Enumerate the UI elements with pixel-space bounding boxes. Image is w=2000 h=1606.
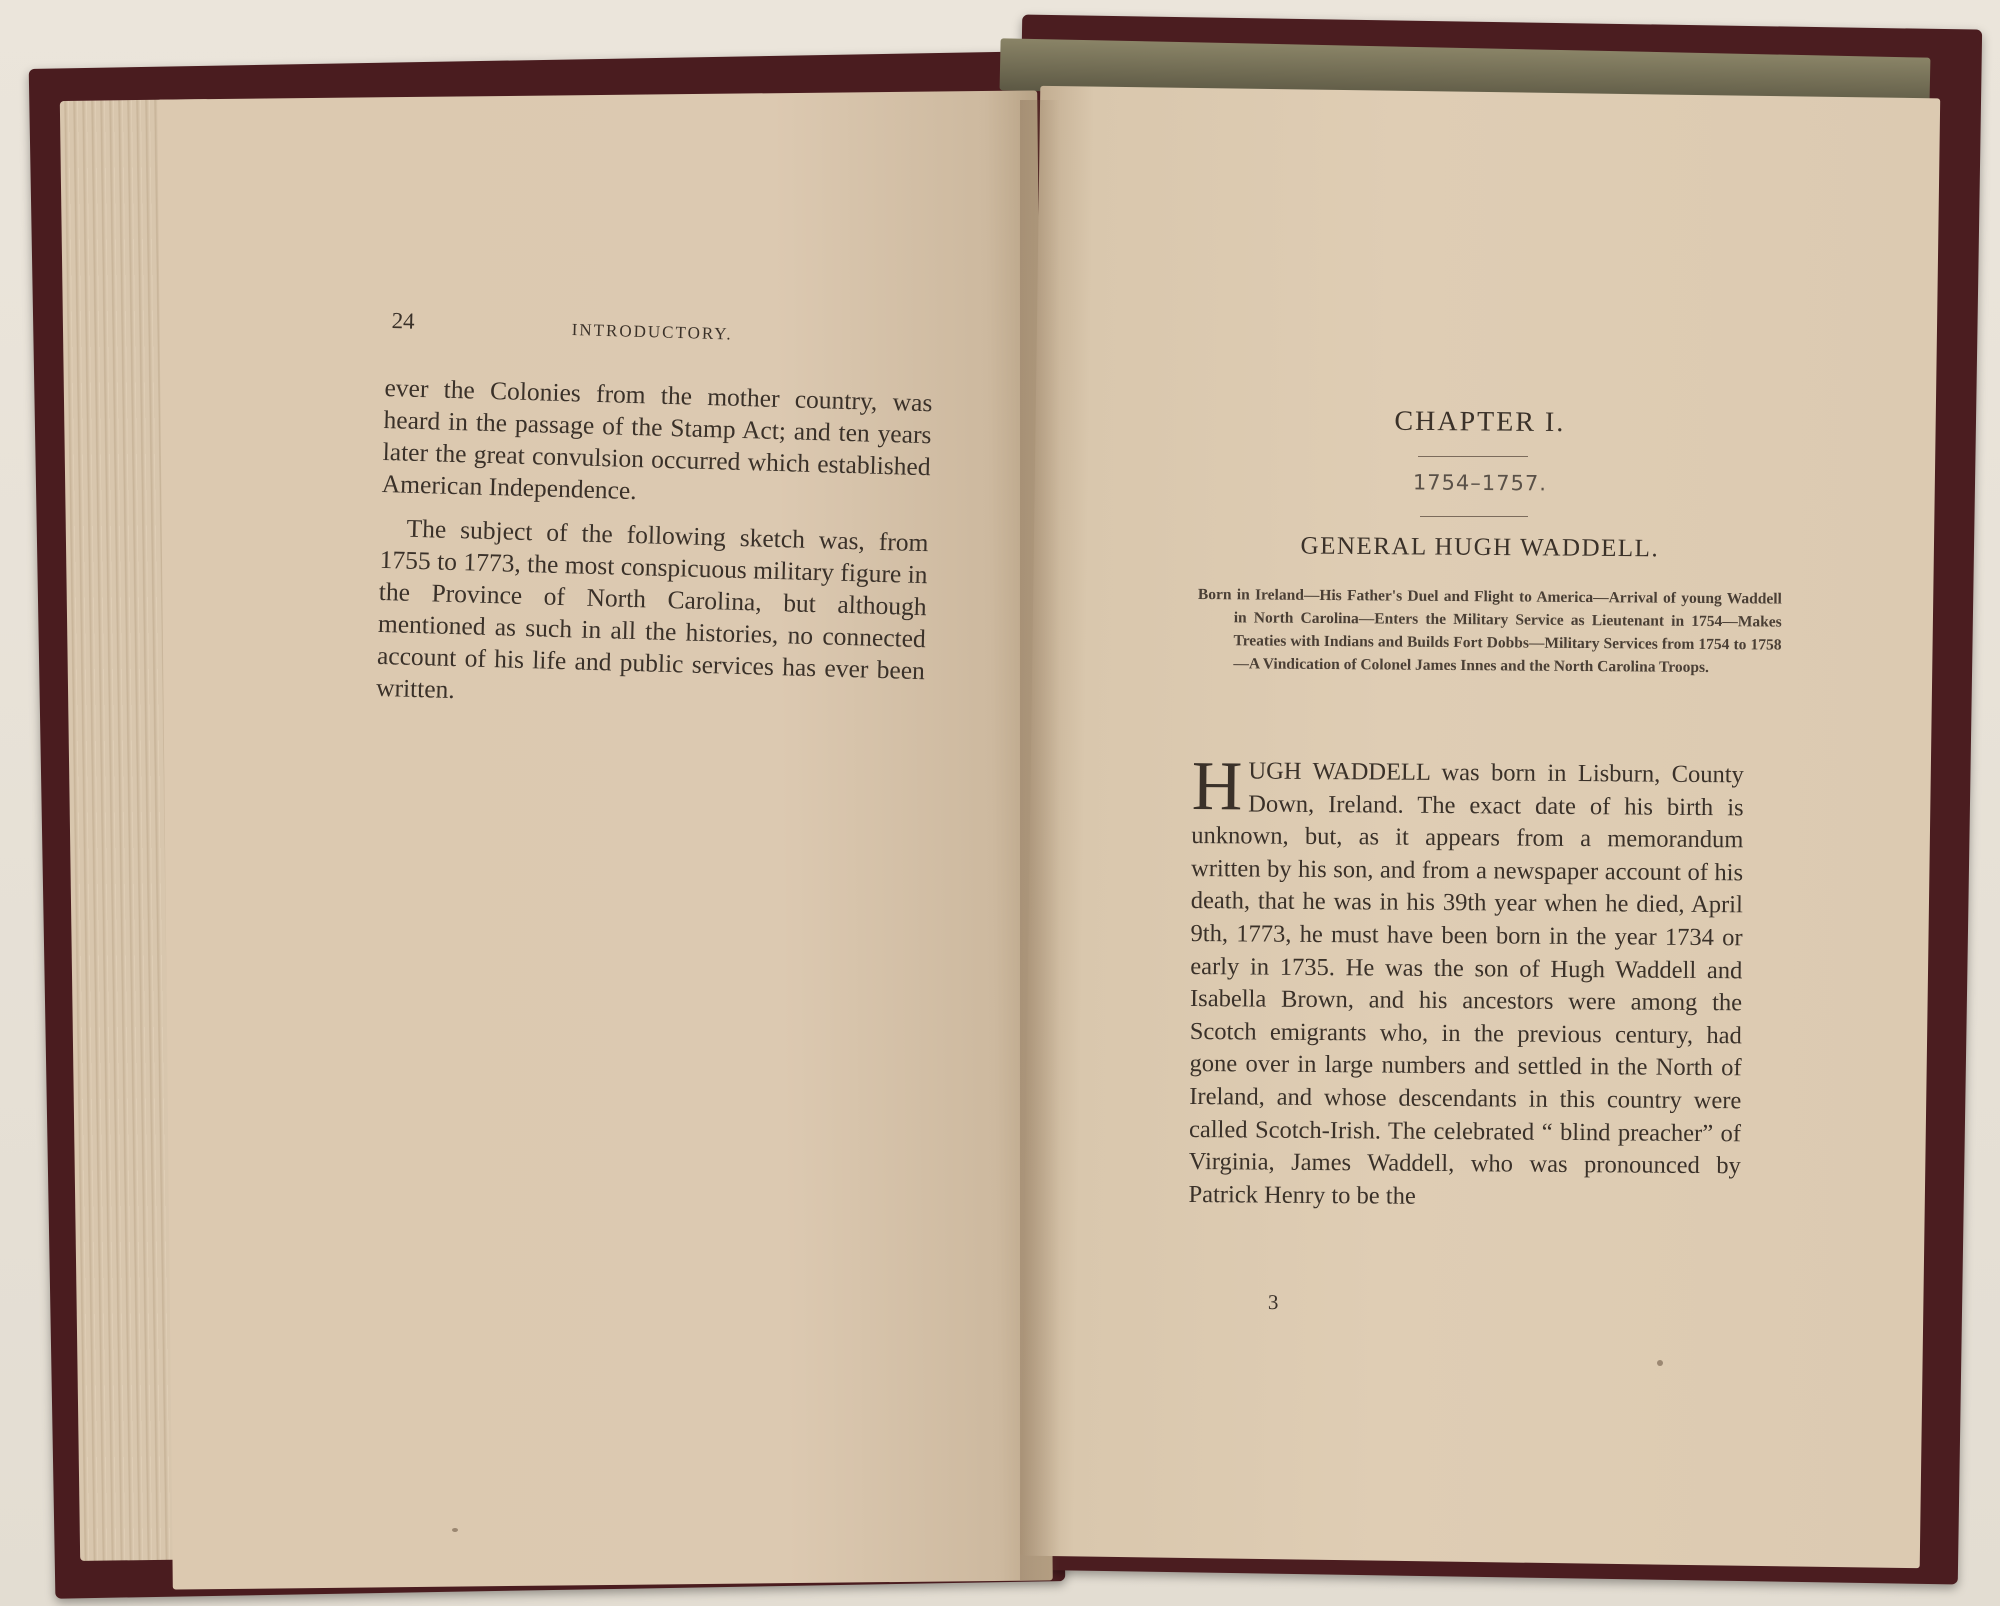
divider-rule [1418,456,1528,457]
drop-cap: H [1191,748,1243,826]
left-page-body [376,372,933,719]
chapter-summary: Born in Ireland—His Father's Duel and Flight to America—Arrival of young Waddell in North Carolina—Enters the Military Service as Lieutenant in 1754—Makes Treaties with Indians and Builds Fort Dobbs—Military Services from 1754 to 1758—A Vindication of Colonel James Innes and the North Carolina Troops. [1197,585,1782,677]
divider-rule [1420,516,1528,517]
left-paragraph-2: The subject of the following sketch was, from 1755 to 1773, the most conspicuous military figure in the Province of North Carolina, but although mentioned as such in all the histories, no connected account of his life and public services has ever been written. [375,513,929,705]
left-page-number: 24 [391,308,415,334]
left-paragraph-1: ever the Colonies from the mother country, was heard in the passage of the Stamp Act; and ten years later the great convulsion occurred which established American Independence. [381,372,933,506]
gutter-shadow [1020,100,1060,1580]
left-page [157,90,1053,1589]
chapter-title: CHAPTER I. [1394,405,1566,439]
right-page-body [1188,748,1744,1216]
chapter-dates: 1754–1757. [1412,470,1548,496]
chapter-subject: GENERAL HUGH WADDELL. [1300,532,1660,563]
body-text: UGH WADDELL was born in Lisburn, County Down, Ireland. The exact date of his birth is unknown, but, as it appears from a memorandum written by his son, and from a newspaper account of his death, that he was in his 39th year when he died, April 9th, 1773, he must have been born in the year 1734 or early in 1735. He was the son of Hugh Waddell and Isabella Brown, and his ancestors were among the Scotch emigrants who, in the previous century, had gone over in large numbers and settled in the North of Ireland, and whose descendants in this country were called Scotch-Irish. The celebrated “ blind preacher” of Virginia, James Waddell, who was pronounced by Patrick Henry to be the [1188,757,1744,1210]
right-page-number: 3 [1267,1290,1279,1315]
running-head: INTRODUCTORY. [571,320,733,344]
paper-speck [452,1528,458,1532]
paper-speck [1657,1360,1663,1366]
